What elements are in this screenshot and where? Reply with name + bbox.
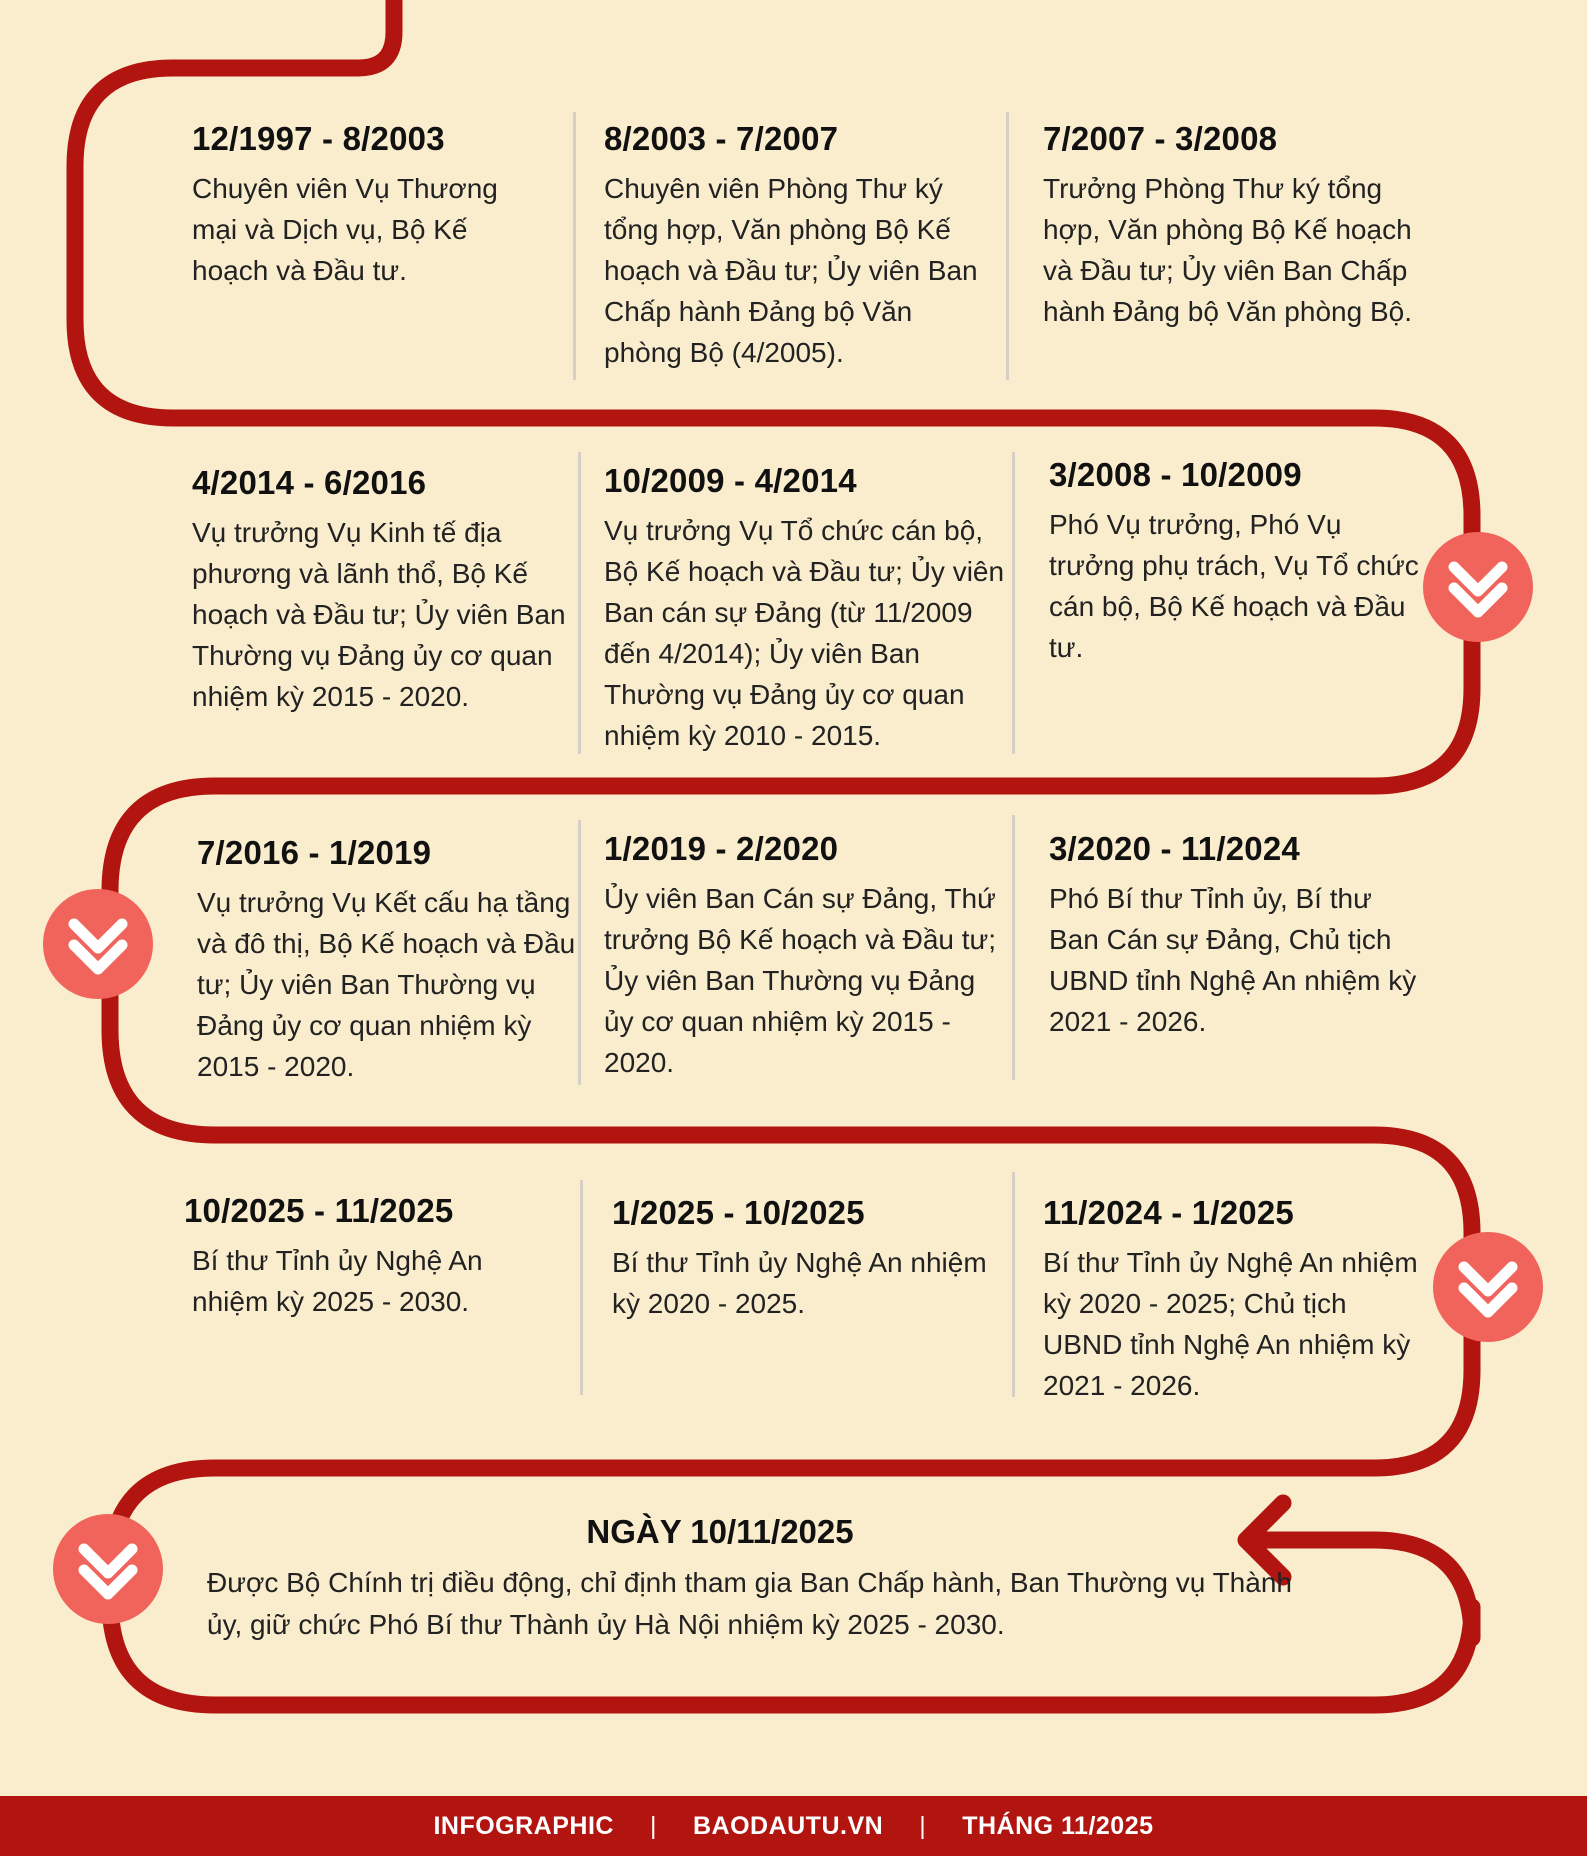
timeline-entry	[1043, 120, 1428, 332]
role-description: Chuyên viên Phòng Thư ký tổng hợp, Văn phòng Bộ Kế hoạch và Đầu tư; Ủy viên Ban Chấp hành Đảng bộ Văn phòng Bộ (4/2005).	[604, 173, 978, 368]
timeline-entry	[1049, 456, 1419, 668]
double-chevron-down-icon	[53, 1514, 163, 1624]
double-chevron-down-icon	[43, 889, 153, 999]
column-divider	[573, 112, 576, 380]
column-divider	[578, 820, 581, 1085]
role-description: Phó Bí thư Tỉnh ủy, Bí thư Ban Cán sự Đảng, Chủ tịch UBND tỉnh Nghệ An nhiệm kỳ 2021 - 2026.	[1049, 883, 1417, 1037]
period-label: 8/2003 - 7/2007	[604, 120, 839, 157]
period-label: 12/1997 - 8/2003	[192, 120, 445, 157]
period-label: 3/2020 - 11/2024	[1049, 830, 1300, 867]
footer-label-date: THÁNG 11/2025	[962, 1811, 1154, 1840]
timeline-entry	[612, 1194, 992, 1324]
column-divider	[1012, 452, 1015, 754]
role-description: Bí thư Tỉnh ủy Nghệ An nhiệm kỳ 2020 - 2025.	[612, 1247, 987, 1319]
timeline-entry	[192, 464, 572, 717]
period-label: 7/2007 - 3/2008	[1043, 120, 1278, 157]
role-description: Bí thư Tỉnh ủy Nghệ An nhiệm kỳ 2020 - 2025; Chủ tịch UBND tỉnh Nghệ An nhiệm kỳ 2021 - 2026.	[1043, 1247, 1418, 1401]
period-label: 3/2008 - 10/2009	[1049, 456, 1302, 493]
column-divider	[1006, 112, 1009, 380]
timeline-entry	[604, 830, 999, 1083]
role-description: Chuyên viên Vụ Thương mại và Dịch vụ, Bộ Kế hoạch và Đầu tư.	[192, 173, 498, 286]
period-label: 10/2009 - 4/2014	[604, 462, 857, 499]
timeline-entry	[192, 120, 532, 291]
footer-label-site: BAODAUTU.VN	[692, 1811, 884, 1840]
footer-bar	[0, 1796, 1587, 1856]
final-role-description: Được Bộ Chính trị điều động, chỉ định tham gia Ban Chấp hành, Ban Thường vụ Thành ủy, giữ chức Phó Bí thư Thành ủy Hà Nội nhiệm kỳ 2025 - 2030.	[207, 1567, 1292, 1640]
column-divider	[580, 1180, 583, 1395]
period-label: 1/2025 - 10/2025	[612, 1194, 865, 1231]
final-period-label: NGÀY 10/11/2025	[586, 1513, 854, 1550]
double-chevron-down-icon	[1433, 1232, 1543, 1342]
role-description: Vụ trưởng Vụ Kết cấu hạ tầng và đô thị, Bộ Kế hoạch và Đầu tư; Ủy viên Ban Thường vụ Đảng ủy cơ quan nhiệm kỳ 2015 - 2020.	[197, 887, 576, 1082]
period-label: 1/2019 - 2/2020	[604, 830, 839, 867]
period-label: 7/2016 - 1/2019	[197, 834, 432, 871]
role-description: Trưởng Phòng Thư ký tổng hợp, Văn phòng Bộ Kế hoạch và Đầu tư; Ủy viên Ban Chấp hành Đảng bộ Văn phòng Bộ.	[1043, 173, 1412, 327]
column-divider	[578, 452, 581, 754]
footer-separator: |	[649, 1811, 657, 1840]
role-description: Phó Vụ trưởng, Phó Vụ trưởng phụ trách, Vụ Tổ chức cán bộ, Bộ Kế hoạch và Đầu tư.	[1049, 509, 1419, 663]
role-description: Bí thư Tỉnh ủy Nghệ An nhiệm kỳ 2025 - 2030.	[192, 1245, 483, 1317]
timeline-entry	[604, 120, 994, 373]
period-label: 10/2025 - 11/2025	[184, 1192, 454, 1229]
timeline-entry	[1043, 1194, 1428, 1406]
footer-separator: |	[919, 1811, 927, 1840]
footer-label-infographic: INFOGRAPHIC	[433, 1811, 614, 1840]
period-label: 11/2024 - 1/2025	[1043, 1194, 1294, 1231]
timeline-entry	[184, 1192, 564, 1322]
column-divider	[1012, 815, 1015, 1080]
timeline-entry	[1049, 830, 1429, 1042]
timeline-entry	[197, 834, 577, 1087]
timeline-entry	[604, 462, 1012, 756]
double-chevron-down-icon	[1423, 532, 1533, 642]
role-description: Ủy viên Ban Cán sự Đảng, Thứ trưởng Bộ Kế hoạch và Đầu tư; Ủy viên Ban Thường vụ Đảng ủy cơ quan nhiệm kỳ 2015 - 2020.	[604, 883, 997, 1078]
period-label: 4/2014 - 6/2016	[192, 464, 427, 501]
column-divider	[1012, 1172, 1015, 1397]
role-description: Vụ trưởng Vụ Tổ chức cán bộ, Bộ Kế hoạch và Đầu tư; Ủy viên Ban cán sự Đảng (từ 11/2009 đến 4/2014); Ủy viên Ban Thường vụ Đảng ủy cơ quan nhiệm kỳ 2010 - 2015.	[604, 515, 1005, 751]
role-description: Vụ trưởng Vụ Kinh tế địa phương và lãnh thổ, Bộ Kế hoạch và Đầu tư; Ủy viên Ban Thường vụ Đảng ủy cơ quan nhiệm kỳ 2015 - 2020.	[192, 517, 566, 712]
